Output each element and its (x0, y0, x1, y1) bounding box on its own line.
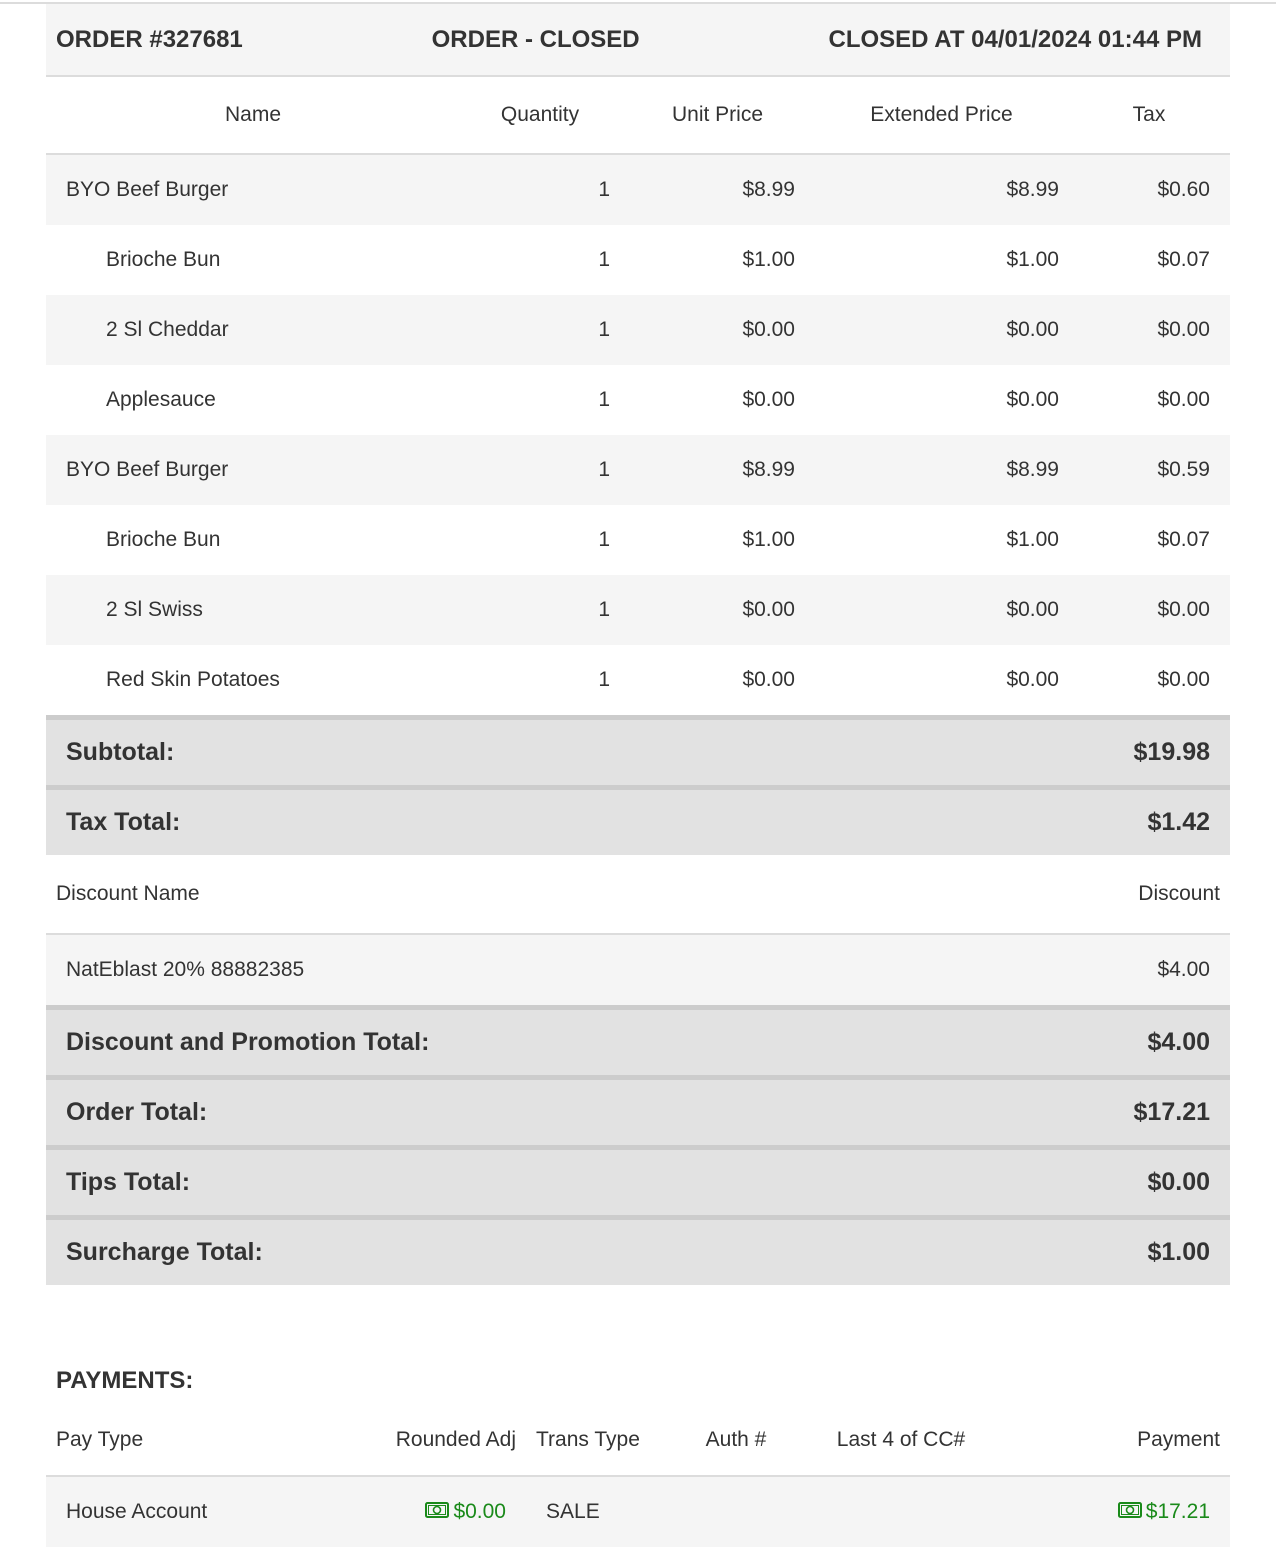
payment-amount-value: $17.21 (1145, 1499, 1210, 1523)
table-row (46, 365, 1230, 435)
item-quantity: 1 (598, 668, 610, 691)
item-unit-price: $0.00 (742, 598, 795, 621)
column-header-auth: Auth # (705, 1428, 767, 1451)
payment-trans-type: SALE (546, 1500, 600, 1523)
discount-table-header (46, 855, 1230, 935)
items-table-body (46, 155, 1230, 715)
table-row (46, 645, 1230, 715)
payment-rounded-adj (386, 1500, 506, 1524)
item-unit-price: $1.00 (742, 528, 795, 551)
surcharge-total-value: $1.00 (1147, 1238, 1210, 1266)
discount-total-value: $4.00 (1147, 1028, 1210, 1056)
table-row (46, 225, 1230, 295)
item-unit-price: $0.00 (742, 668, 795, 691)
table-row (46, 435, 1230, 505)
column-header-payment: Payment (1137, 1428, 1220, 1451)
item-name: Brioche Bun (106, 248, 221, 271)
item-unit-price: $1.00 (742, 248, 795, 271)
item-name: 2 Sl Cheddar (106, 318, 229, 341)
column-header-trans-type: Trans Type (536, 1428, 640, 1451)
discount-row (46, 935, 1230, 1005)
item-extended-price: $1.00 (1006, 528, 1059, 551)
item-tax: $0.00 (1157, 388, 1210, 411)
column-header-tax: Tax (1132, 103, 1166, 126)
item-name: Applesauce (106, 388, 216, 411)
item-unit-price: $8.99 (742, 178, 795, 201)
column-header-discount: Discount (1138, 882, 1220, 905)
item-name: Red Skin Potatoes (106, 668, 280, 691)
subtotal-value: $19.98 (1133, 738, 1210, 766)
item-unit-price: $8.99 (742, 458, 795, 481)
tax-total-label: Tax Total: (66, 808, 181, 836)
item-tax: $0.00 (1157, 318, 1210, 341)
item-name: 2 Sl Swiss (106, 598, 203, 621)
order-closed-at: CLOSED AT 04/01/2024 01:44 PM (828, 25, 1202, 53)
item-quantity: 1 (598, 178, 610, 201)
item-tax: $0.60 (1157, 178, 1210, 201)
item-tax: $0.07 (1157, 528, 1210, 551)
order-header (46, 4, 1230, 77)
tips-total-row (46, 1145, 1230, 1215)
column-header-discount-name: Discount Name (56, 882, 200, 905)
item-name: Brioche Bun (106, 528, 221, 551)
discount-total-row (46, 1005, 1230, 1075)
discount-name: NatEblast 20% 88882385 (66, 958, 305, 981)
payment-row (46, 1477, 1230, 1547)
item-tax: $0.59 (1157, 458, 1210, 481)
payment-pay-type: House Account (66, 1500, 208, 1523)
column-header-unit-price: Unit Price (671, 103, 764, 126)
tax-total-value: $1.42 (1147, 808, 1210, 836)
column-header-pay-type: Pay Type (56, 1428, 144, 1451)
item-extended-price: $8.99 (1006, 178, 1059, 201)
table-row (46, 575, 1230, 645)
payment-amount (1006, 1500, 1230, 1524)
item-extended-price: $0.00 (1006, 598, 1059, 621)
payments-table-header (46, 1405, 1230, 1477)
cash-icon (425, 1500, 449, 1524)
item-quantity: 1 (598, 248, 610, 271)
item-extended-price: $1.00 (1006, 248, 1059, 271)
order-total-row (46, 1075, 1230, 1145)
item-tax: $0.00 (1157, 668, 1210, 691)
item-name: BYO Beef Burger (66, 458, 229, 481)
subtotal-label: Subtotal: (66, 738, 175, 766)
item-extended-price: $0.00 (1006, 318, 1059, 341)
cash-icon (1118, 1500, 1142, 1524)
discount-total-label: Discount and Promotion Total: (66, 1028, 430, 1056)
item-quantity: 1 (598, 388, 610, 411)
item-unit-price: $0.00 (742, 388, 795, 411)
table-row (46, 155, 1230, 225)
payment-rounded-adj-value: $0.00 (453, 1499, 506, 1523)
item-extended-price: $8.99 (1006, 458, 1059, 481)
order-detail (46, 4, 1230, 1547)
item-quantity: 1 (598, 598, 610, 621)
item-unit-price: $0.00 (742, 318, 795, 341)
surcharge-total-label: Surcharge Total: (66, 1238, 263, 1266)
column-header-rounded-adj: Rounded Adj (395, 1428, 516, 1451)
items-table-header (46, 77, 1230, 155)
item-quantity: 1 (598, 318, 610, 341)
tips-total-label: Tips Total: (66, 1168, 191, 1196)
column-header-quantity: Quantity (500, 103, 580, 126)
order-total-value: $17.21 (1133, 1098, 1210, 1126)
column-header-extended-price: Extended Price (870, 103, 1013, 126)
order-total-label: Order Total: (66, 1098, 208, 1126)
table-row (46, 295, 1230, 365)
item-quantity: 1 (598, 528, 610, 551)
order-status: ORDER - CLOSED (431, 25, 640, 53)
surcharge-total-row (46, 1215, 1230, 1285)
item-name: BYO Beef Burger (66, 178, 229, 201)
item-quantity: 1 (598, 458, 610, 481)
tax-total-row (46, 785, 1230, 855)
item-extended-price: $0.00 (1006, 388, 1059, 411)
column-header-last4: Last 4 of CC# (836, 1428, 966, 1451)
order-number: ORDER #327681 (56, 25, 243, 53)
column-header-name: Name (224, 103, 282, 126)
item-extended-price: $0.00 (1006, 668, 1059, 691)
tips-total-value: $0.00 (1147, 1168, 1210, 1196)
item-tax: $0.07 (1157, 248, 1210, 271)
table-row (46, 505, 1230, 575)
payments-title: PAYMENTS: (56, 1367, 194, 1394)
item-tax: $0.00 (1157, 598, 1210, 621)
subtotal-row (46, 715, 1230, 785)
discount-amount: $4.00 (1157, 958, 1210, 981)
